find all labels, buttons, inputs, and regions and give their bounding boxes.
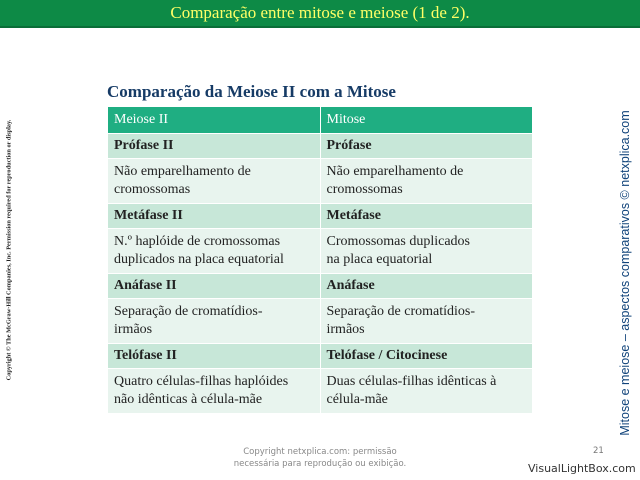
cell-line: duplicados na placa equatorial (114, 252, 284, 267)
description-cell (108, 299, 321, 344)
cell-line: Não emparelhamento de (114, 164, 251, 179)
slide-title: Comparação entre mitose e meiose (1 de 2). (170, 3, 470, 22)
table-heading: Comparação da Meiose II com a Mitose (107, 82, 396, 101)
cell-line: Duas células-filhas idênticas à (326, 374, 497, 389)
watermark: VisualLightBox.com (528, 462, 636, 475)
description-cell (320, 369, 533, 414)
phase-cell: Telófase II (108, 344, 321, 369)
column-header-mitose: Mitose (320, 107, 533, 134)
cell-line: Cromossomas duplicados (326, 234, 470, 249)
cell-line: Não emparelhamento de (326, 164, 464, 179)
table-row (108, 204, 533, 229)
page-number: 21 (593, 446, 604, 456)
cell-line: cromossomas (326, 182, 403, 197)
table-row (108, 369, 533, 414)
title-bar (0, 0, 640, 28)
table-row (108, 229, 533, 274)
description-cell (320, 229, 533, 274)
description-cell (108, 369, 321, 414)
description-cell (320, 159, 533, 204)
footer-line: Copyright netxplica.com: permissão (243, 447, 397, 457)
phase-cell: Anáfase II (108, 274, 321, 299)
cell-line: N.º haplóide de cromossomas (114, 234, 281, 249)
cell-line: Quatro células-filhas haplóides (114, 374, 289, 389)
phase-cell: Anáfase (320, 274, 533, 299)
table-row (108, 274, 533, 299)
copyright-vertical-note (2, 95, 16, 405)
comparison-table (107, 106, 533, 414)
side-caption (612, 100, 638, 445)
phase-cell: Prófase (320, 134, 533, 159)
cell-line: Separação de cromatídios- (114, 304, 263, 319)
phase-cell: Metáfase (320, 204, 533, 229)
column-header-meiose: Meiose II (108, 107, 321, 134)
cell-line: Separação de cromatídios- (326, 304, 475, 319)
description-cell (108, 159, 321, 204)
cell-line: irmãos (326, 322, 365, 337)
table-header-row (108, 107, 533, 134)
footer-line: necessária para reprodução ou exibição. (233, 459, 407, 469)
table-row (108, 134, 533, 159)
footer-copyright (210, 446, 430, 470)
copyright-vertical-text: Copyright © The McGraw-Hill Companies, Inc. Permission required for reproduction or display. (5, 119, 13, 381)
cell-line: irmãos (114, 322, 153, 337)
table-row (108, 299, 533, 344)
phase-cell: Telófase / Citocinese (320, 344, 533, 369)
cell-line: não idênticas à célula-mãe (114, 392, 263, 407)
description-cell (320, 299, 533, 344)
table-row (108, 344, 533, 369)
cell-line: na placa equatorial (326, 252, 433, 267)
table-row (108, 159, 533, 204)
description-cell (108, 229, 321, 274)
phase-cell: Prófase II (108, 134, 321, 159)
cell-line: cromossomas (114, 182, 191, 197)
cell-line: célula-mãe (326, 392, 388, 407)
side-caption-text: Mitose e meiose – aspectos comparativos © netxplica.com (618, 109, 632, 436)
phase-cell: Metáfase II (108, 204, 321, 229)
